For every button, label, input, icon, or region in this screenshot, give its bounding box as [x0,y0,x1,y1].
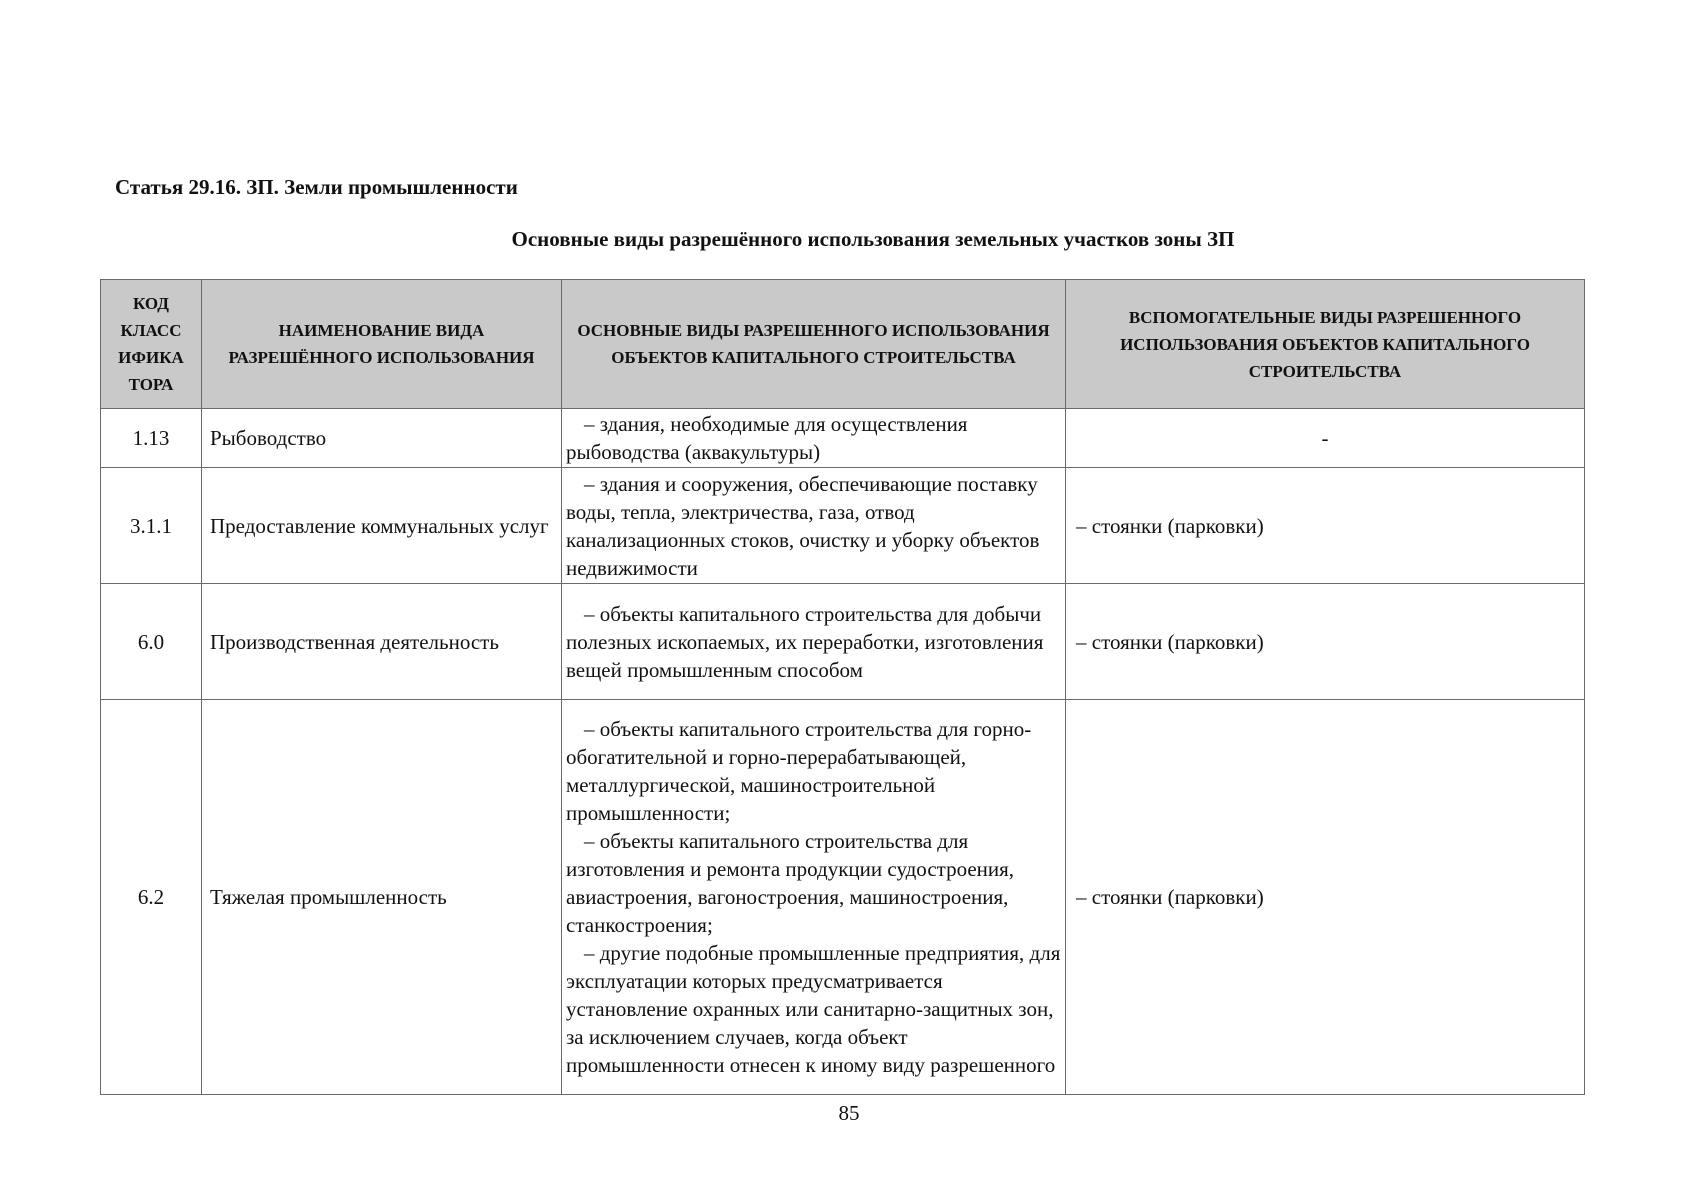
main-use-item: – другие подобные промышленные предприятия, для эксплуатации которых предусматривается установление охранных или санитарно-защитных зон, за исключением случаев, когда объект промышленности отнесен к иному виду разрешенного [566,941,1061,1077]
row-use-name: Предоставление коммунальных услуг [202,468,562,584]
row-auxiliary-uses: – стоянки (парковки) [1066,700,1585,1095]
table-row [101,468,1585,584]
land-use-table [100,279,1585,1095]
row-code: 1.13 [101,409,202,468]
header-main-uses: ОСНОВНЫЕ ВИДЫ РАЗРЕШЕННОГО ИСПОЛЬЗОВАНИЯ ОБЪЕКТОВ КАПИТАЛЬНОГО СТРОИТЕЛЬСТВА [562,280,1066,409]
article-title: Статья 29.16. ЗП. Земли промышленности [115,175,518,199]
row-auxiliary-uses: – стоянки (парковки) [1066,584,1585,700]
header-auxiliary-uses: ВСПОМОГАТЕЛЬНЫЕ ВИДЫ РАЗРЕШЕННОГО ИСПОЛЬЗОВАНИЯ ОБЪЕКТОВ КАПИТАЛЬНОГО СТРОИТЕЛЬСТВА [1066,280,1585,409]
page-number: 85 [838,1101,860,1125]
table-row [101,584,1585,700]
row-code: 3.1.1 [101,468,202,584]
row-main-uses [562,584,1066,700]
row-code: 6.0 [101,584,202,700]
table-caption: Основные виды разрешённого использования земельных участков зоны ЗП [511,227,1235,251]
row-main-uses [562,700,1066,1095]
header-code: КОД КЛАСС ИФИКА ТОРА [101,280,202,409]
table-row [101,409,1585,468]
main-use-item: – объекты капитального строительства для добычи полезных ископаемых, их переработки, изготовления вещей промышленным способом [566,601,1044,682]
main-use-item: – объекты капитального строительства для изготовления и ремонта продукции судостроения, авиастроения, вагоностроения, машиностроения, станкостроения; [566,829,1015,937]
row-main-uses [562,409,1066,468]
main-use-item: – здания, необходимые для осуществления рыбоводства (аквакультуры) [566,412,968,464]
main-use-item: – здания и сооружения, обеспечивающие поставку воды, тепла, электричества, газа, отвод канализационных стоков, очистку и уборку объектов недвижимости [566,471,1040,580]
row-use-name: Тяжелая промышленность [202,700,562,1095]
header-use-name: НАИМЕНОВАНИЕ ВИДА РАЗРЕШЁННОГО ИСПОЛЬЗОВАНИЯ [202,280,562,409]
row-use-name: Рыбоводство [202,409,562,468]
main-use-item: – объекты капитального строительства для горно-обогатительной и горно-перерабатывающей, металлургической, машиностроительной промышленности; [566,717,1032,825]
table-header-row [101,280,1585,409]
row-use-name: Производственная деятельность [202,584,562,700]
row-auxiliary-uses: - [1066,409,1585,468]
row-code: 6.2 [101,700,202,1095]
table-row [101,700,1585,1095]
row-auxiliary-uses: – стоянки (парковки) [1066,468,1585,584]
row-main-uses [562,468,1066,584]
